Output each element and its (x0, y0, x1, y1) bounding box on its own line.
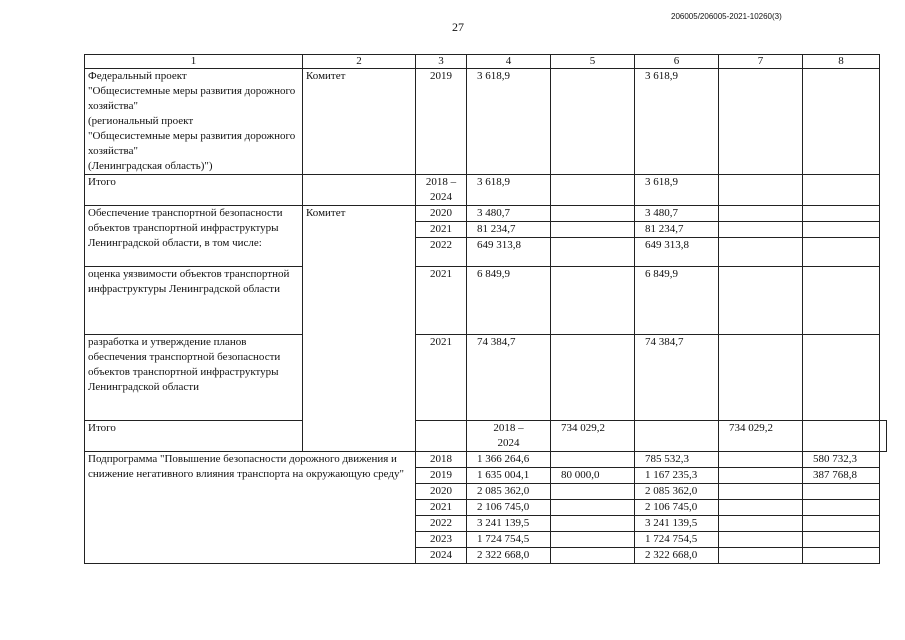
value-cell: 74 384,7 (467, 335, 551, 421)
value-cell: 649 313,8 (635, 238, 719, 267)
empty-cell (803, 222, 880, 238)
year-cell: 2021 (416, 267, 467, 335)
value-cell: 2 085 362,0 (467, 484, 551, 500)
header-cell: 7 (719, 55, 803, 69)
empty-cell (416, 421, 467, 452)
year-cell: 2018 – 2024 (416, 175, 467, 206)
value-cell: 3 241 139,5 (635, 516, 719, 532)
empty-cell (551, 206, 635, 222)
header-cell: 4 (467, 55, 551, 69)
empty-cell (803, 335, 880, 421)
value-cell (551, 500, 635, 516)
fed-project-name: Федеральный проект "Общесистемные меры развития дорожного хозяйства" (региональный проект "Общесистемные меры развития дорожного хозяйства" (Ленинградская область)") (85, 69, 303, 175)
empty-cell (551, 238, 635, 267)
transport-security-name: Обеспечение транспортной безопасности объектов транспортной инфраструктуры Ленинградской области, в том числе: (85, 206, 303, 267)
value-cell: 1 635 004,1 (467, 468, 551, 484)
empty-cell (551, 222, 635, 238)
value-cell: 74 384,7 (635, 335, 719, 421)
empty-cell (803, 421, 880, 452)
value-cell: 1 724 754,5 (467, 532, 551, 548)
fed-project-responsible: Комитет (303, 69, 416, 175)
value-cell: 1 724 754,5 (635, 532, 719, 548)
empty-cell (719, 548, 803, 564)
year-cell: 2021 (416, 500, 467, 516)
header-cell: 6 (635, 55, 719, 69)
empty-cell (719, 267, 803, 335)
empty-cell (803, 238, 880, 267)
table-row (85, 69, 887, 175)
vulnerability-assessment-name: оценка уязвимости объектов транспортной инфраструктуры Ленинградской области (85, 267, 303, 335)
value-cell: 1 366 264,6 (467, 452, 551, 468)
value-cell: 734 029,2 (719, 421, 803, 452)
empty-cell (719, 516, 803, 532)
security-plans-name: разработка и утверждение планов обеспечения транспортной безопасности объектов транспортной инфраструктуры Ленинградской области (85, 335, 303, 421)
table-row (85, 335, 887, 421)
value-cell: 580 732,3 (803, 452, 880, 468)
empty-cell (303, 175, 416, 206)
value-cell: 3 618,9 (635, 69, 719, 175)
year-cell: 2019 (416, 468, 467, 484)
empty-cell (551, 267, 635, 335)
year-cell: 2023 (416, 532, 467, 548)
value-cell: 3 241 139,5 (467, 516, 551, 532)
value-cell: 81 234,7 (635, 222, 719, 238)
empty-cell (803, 175, 880, 206)
empty-cell (719, 500, 803, 516)
table-row (85, 452, 887, 468)
table-row (85, 175, 887, 206)
value-cell: 3 618,9 (467, 175, 551, 206)
year-cell: 2021 (416, 335, 467, 421)
value-cell: 387 768,8 (803, 468, 880, 484)
value-cell (551, 548, 635, 564)
table-row (85, 206, 887, 222)
empty-cell (880, 421, 887, 452)
transport-security-responsible: Комитет (303, 206, 416, 452)
empty-cell (719, 222, 803, 238)
empty-cell (719, 532, 803, 548)
value-cell: 2 106 745,0 (635, 500, 719, 516)
year-cell: 2020 (416, 206, 467, 222)
value-cell (551, 452, 635, 468)
value-cell: 785 532,3 (635, 452, 719, 468)
value-cell: 6 849,9 (467, 267, 551, 335)
value-cell (551, 484, 635, 500)
budget-table (84, 54, 887, 564)
empty-cell (551, 69, 635, 175)
year-cell: 2022 (416, 238, 467, 267)
header-row (85, 55, 887, 69)
empty-cell (719, 452, 803, 468)
header-cell: 3 (416, 55, 467, 69)
page-number: 27 (452, 20, 464, 34)
empty-cell (719, 69, 803, 175)
value-cell (803, 500, 880, 516)
empty-cell (719, 175, 803, 206)
value-cell: 2 322 668,0 (467, 548, 551, 564)
value-cell: 3 618,9 (467, 69, 551, 175)
value-cell: 649 313,8 (467, 238, 551, 267)
empty-cell (803, 267, 880, 335)
value-cell (803, 516, 880, 532)
year-cell: 2018 (416, 452, 467, 468)
value-cell (803, 532, 880, 548)
value-cell (803, 484, 880, 500)
empty-cell (551, 335, 635, 421)
value-cell (551, 532, 635, 548)
itogo-label: Итого (85, 421, 303, 452)
empty-cell (719, 206, 803, 222)
year-cell: 2019 (416, 69, 467, 175)
value-cell: 3 480,7 (467, 206, 551, 222)
table-row (85, 267, 887, 335)
empty-cell (719, 468, 803, 484)
year-cell: 2020 (416, 484, 467, 500)
value-cell: 734 029,2 (551, 421, 635, 452)
year-cell: 2018 – 2024 (467, 421, 551, 452)
value-cell (803, 548, 880, 564)
value-cell: 81 234,7 (467, 222, 551, 238)
value-cell: 80 000,0 (551, 468, 635, 484)
year-cell: 2022 (416, 516, 467, 532)
value-cell (551, 516, 635, 532)
empty-cell (803, 69, 880, 175)
header-cell: 5 (551, 55, 635, 69)
itogo-label: Итого (85, 175, 303, 206)
year-cell: 2021 (416, 222, 467, 238)
empty-cell (551, 175, 635, 206)
subprogram-name: Подпрограмма "Повышение безопасности дорожного движения и снижение негативного влияния транспорта на окружающую среду" (85, 452, 416, 564)
value-cell: 3 618,9 (635, 175, 719, 206)
value-cell: 2 322 668,0 (635, 548, 719, 564)
empty-cell (803, 206, 880, 222)
value-cell: 3 480,7 (635, 206, 719, 222)
value-cell: 1 167 235,3 (635, 468, 719, 484)
header-cell: 1 (85, 55, 303, 69)
empty-cell (635, 421, 719, 452)
empty-cell (719, 335, 803, 421)
value-cell: 2 106 745,0 (467, 500, 551, 516)
table-row (85, 421, 887, 452)
value-cell: 2 085 362,0 (635, 484, 719, 500)
document-id: 206005/206005-2021-10260(3) (671, 12, 782, 21)
empty-cell (719, 238, 803, 267)
header-cell: 8 (803, 55, 880, 69)
year-cell: 2024 (416, 548, 467, 564)
header-cell: 2 (303, 55, 416, 69)
empty-cell (719, 484, 803, 500)
value-cell: 6 849,9 (635, 267, 719, 335)
